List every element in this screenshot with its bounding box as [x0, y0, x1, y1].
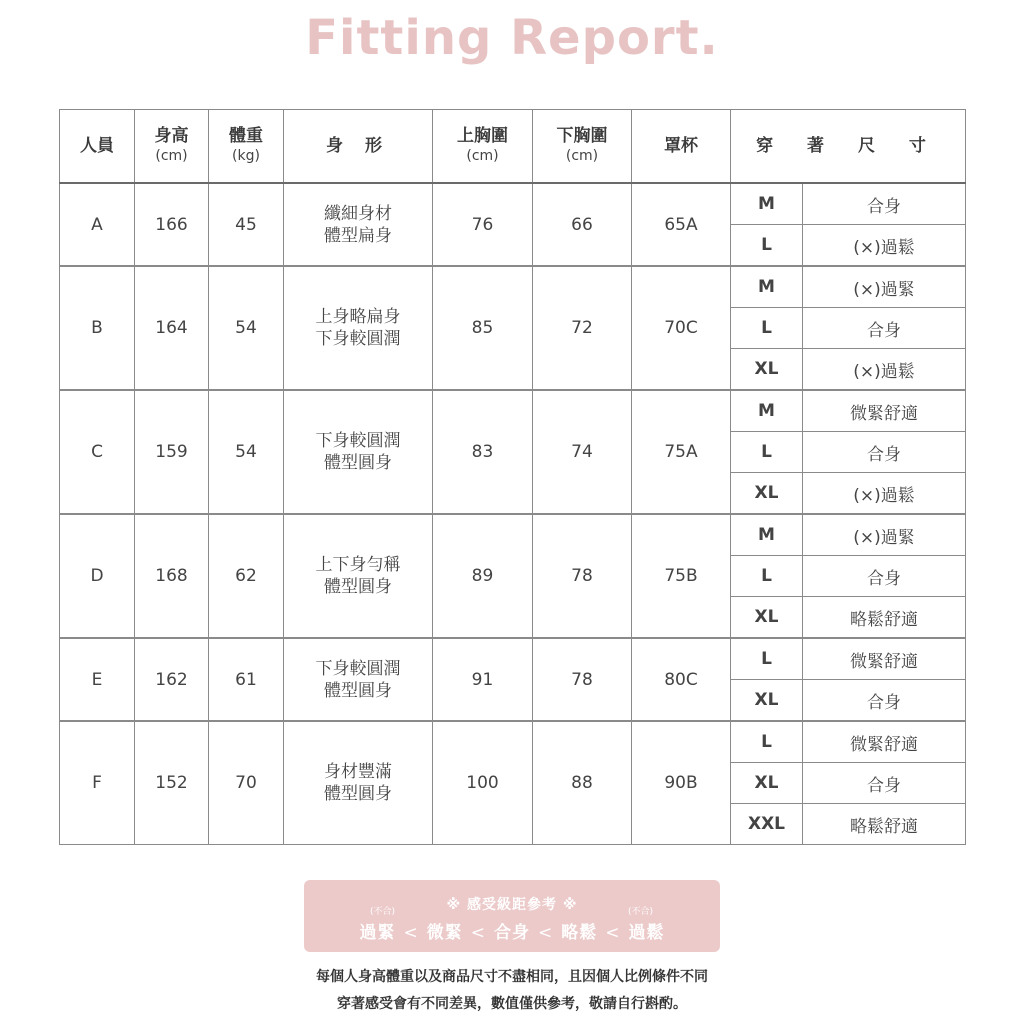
body-type-line2: 體型圓身: [324, 453, 392, 473]
cell-cup: 65A: [632, 183, 731, 266]
cell-body-type: [284, 183, 433, 266]
table-row: [60, 390, 966, 432]
header-underbust: [533, 110, 632, 184]
cell-bust: 91: [433, 638, 533, 721]
cell-size: M: [731, 514, 803, 556]
body-type-line2: 體型圓身: [324, 784, 392, 804]
header-weight: [209, 110, 284, 184]
cell-size: L: [731, 432, 803, 473]
cell-fit: (×)過緊: [803, 266, 966, 308]
header-bust-label: 上胸圍: [457, 126, 508, 146]
cell-fit: 略鬆舒適: [803, 597, 966, 639]
cell-size: L: [731, 721, 803, 763]
cell-fit: (×)過緊: [803, 514, 966, 556]
cell-size: XL: [731, 680, 803, 722]
header-weight-label: 體重: [229, 126, 263, 146]
cell-bust: 76: [433, 183, 533, 266]
cell-underbust: 66: [533, 183, 632, 266]
cell-bust: 100: [433, 721, 533, 845]
header-height-unit: (cm): [155, 148, 188, 164]
cell-cup: 70C: [632, 266, 731, 390]
cell-size: L: [731, 556, 803, 597]
cell-body-type: [284, 266, 433, 390]
cell-size: XL: [731, 597, 803, 639]
scale-too-loose: 過鬆: [628, 923, 665, 943]
header-bust: [433, 110, 533, 184]
scale-too-tight: 過緊: [359, 923, 396, 943]
fit-scale-legend: [304, 880, 720, 952]
cell-body-type: [284, 514, 433, 638]
cell-underbust: 72: [533, 266, 632, 390]
cell-fit: 微緊舒適: [803, 638, 966, 680]
cell-underbust: 74: [533, 390, 632, 514]
cell-fit: (×)過鬆: [803, 225, 966, 267]
legend-scale: [304, 918, 720, 943]
cell-body-type: [284, 721, 433, 845]
cell-person: E: [60, 638, 135, 721]
cell-size: XXL: [731, 804, 803, 845]
cell-weight: 61: [209, 638, 284, 721]
cell-size: M: [731, 390, 803, 432]
cell-size: M: [731, 266, 803, 308]
cell-fit: 微緊舒適: [803, 390, 966, 432]
cell-person: A: [60, 183, 135, 266]
cell-cup: 90B: [632, 721, 731, 845]
scale-fit: 合身: [494, 923, 530, 943]
body-type-line2: 下身較圓潤: [315, 329, 401, 349]
cell-weight: 45: [209, 183, 284, 266]
scale-slightly-tight: 微緊: [426, 923, 463, 943]
legend-title: ※ 感受級距參考 ※: [446, 897, 578, 913]
body-type-line1: 上下身勻稱: [315, 555, 401, 575]
cell-fit: 合身: [803, 680, 966, 722]
cell-height: 162: [135, 638, 209, 721]
cell-size: M: [731, 183, 803, 225]
table-row: [60, 638, 966, 680]
footer-note-line2: 穿著感受會有不同差異，數值僅供參考，敬請自行斟酌。: [337, 996, 687, 1012]
cell-size: XL: [731, 349, 803, 391]
cell-body-type: [284, 390, 433, 514]
body-type-line2: 體型扁身: [324, 225, 392, 246]
header-bust-unit: (cm): [466, 148, 499, 164]
body-type-line2: 體型圓身: [324, 680, 392, 701]
cell-bust: 83: [433, 390, 533, 514]
cell-person: C: [60, 390, 135, 514]
cell-weight: 62: [209, 514, 284, 638]
cell-size: L: [731, 225, 803, 267]
header-underbust-unit: (cm): [565, 148, 599, 164]
cell-fit: 微緊舒適: [803, 721, 966, 763]
cell-cup: 75B: [632, 514, 731, 638]
body-type-line1: 上身略扁身: [315, 307, 401, 327]
cell-underbust: 78: [533, 638, 632, 721]
header-person: 人員: [60, 110, 135, 184]
page-title: Fitting Report.: [305, 10, 719, 66]
body-type-line1: 下身較圓潤: [315, 658, 401, 679]
cell-body-type: [284, 638, 433, 721]
cell-underbust: 88: [533, 721, 632, 845]
footer-note-line1: 每個人身高體重以及商品尺寸不盡相同，且因個人比例條件不同: [316, 969, 708, 985]
cell-fit: 合身: [803, 308, 966, 349]
body-type-line2: 體型圓身: [324, 577, 392, 597]
cell-height: 166: [135, 183, 209, 266]
header-wear-size: 穿 著 尺 寸: [731, 110, 966, 184]
cell-fit: 合身: [803, 432, 966, 473]
cell-height: 152: [135, 721, 209, 845]
table-row: [60, 266, 966, 308]
cell-size: L: [731, 638, 803, 680]
header-cup: 罩杯: [632, 110, 731, 184]
cell-height: 159: [135, 390, 209, 514]
header-weight-unit: (kg): [232, 148, 260, 164]
cell-person: B: [60, 266, 135, 390]
cell-fit: (×)過鬆: [803, 349, 966, 391]
cell-person: F: [60, 721, 135, 845]
cell-cup: 75A: [632, 390, 731, 514]
header-row: [60, 110, 966, 184]
cell-size: L: [731, 308, 803, 349]
table-row: [60, 183, 966, 225]
header-height: [135, 110, 209, 184]
cell-height: 164: [135, 266, 209, 390]
scale-slightly-loose: 略鬆: [561, 923, 598, 943]
scale-separator: <: [538, 923, 554, 943]
cell-fit: 合身: [803, 763, 966, 804]
cell-size: XL: [731, 763, 803, 804]
fitting-table: [59, 109, 966, 845]
body-type-line1: 下身較圓潤: [315, 431, 401, 451]
table-row: [60, 514, 966, 556]
header-body-type: 身 形: [284, 110, 433, 184]
cell-person: D: [60, 514, 135, 638]
cell-bust: 85: [433, 266, 533, 390]
cell-fit: 合身: [803, 183, 966, 225]
cell-underbust: 78: [533, 514, 632, 638]
cell-fit: 略鬆舒適: [803, 804, 966, 845]
cell-bust: 89: [433, 514, 533, 638]
body-type-line1: 身材豐滿: [324, 762, 392, 782]
cell-weight: 54: [209, 390, 284, 514]
scale-separator: <: [403, 923, 419, 943]
cell-fit: 合身: [803, 556, 966, 597]
scale-separator: <: [470, 923, 486, 943]
cell-cup: 80C: [632, 638, 731, 721]
legend-note-left: (不合): [370, 907, 396, 917]
header-height-label: 身高: [154, 126, 189, 146]
cell-size: XL: [731, 473, 803, 515]
cell-fit: (×)過鬆: [803, 473, 966, 515]
header-underbust-label: 下胸圍: [556, 126, 608, 146]
cell-weight: 54: [209, 266, 284, 390]
scale-separator: <: [605, 923, 621, 943]
table-row: [60, 721, 966, 763]
cell-weight: 70: [209, 721, 284, 845]
legend-note-right: (不合): [628, 907, 654, 917]
cell-height: 168: [135, 514, 209, 638]
body-type-line1: 纖細身材: [324, 203, 392, 224]
